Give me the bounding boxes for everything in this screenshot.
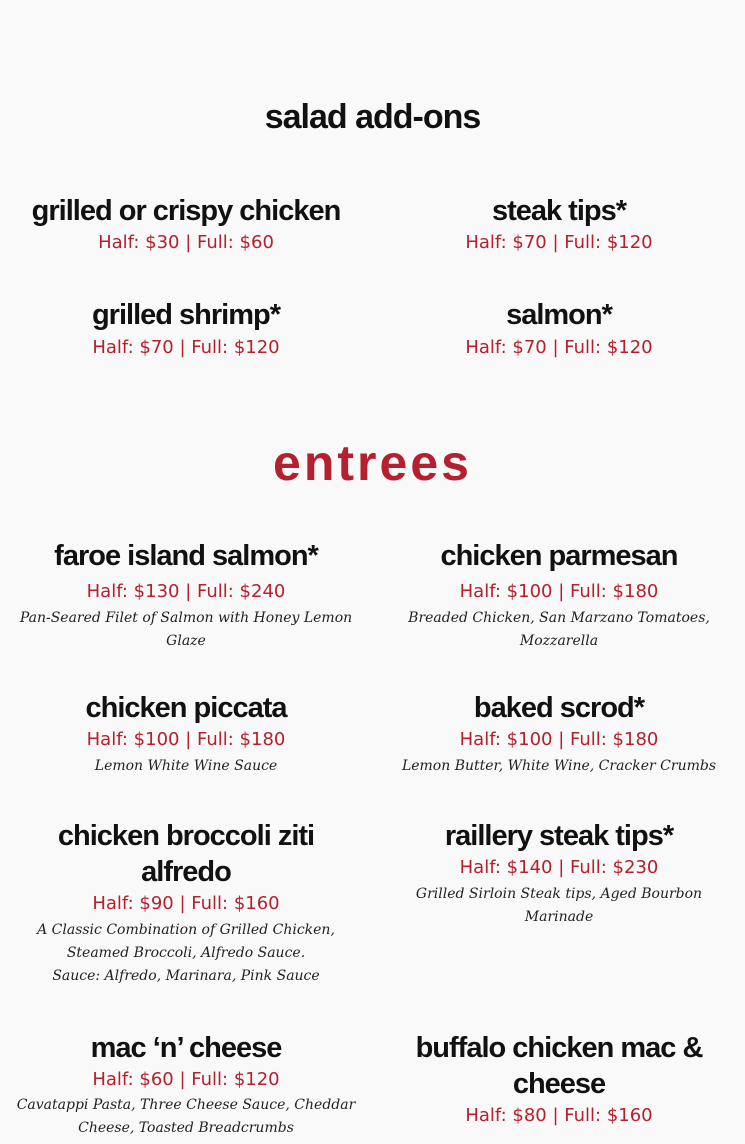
item-price: Half: $70 | Full: $120 xyxy=(465,232,653,253)
item-price: Half: $130 | Full: $240 xyxy=(86,581,286,602)
entree-item-chicken-broccoli-ziti-alfredo xyxy=(16,818,356,988)
item-description: Grilled Sirloin Steak tips, Aged Bourbon Marinade xyxy=(415,886,703,925)
entree-item-faroe-island-salmon xyxy=(16,538,356,653)
addon-item-steak-tips xyxy=(389,193,729,255)
entree-item-buffalo-chicken-mac-and-cheese xyxy=(389,1030,729,1128)
item-price: Half: $30 | Full: $60 xyxy=(98,232,274,253)
addon-item-salmon xyxy=(389,297,729,360)
item-name: mac ‘n’ cheese xyxy=(90,1032,282,1064)
item-name: baked scrod* xyxy=(473,692,645,724)
entree-item-baked-scrod xyxy=(389,690,729,778)
item-sauce-options: Sauce: Alfredo, Marinara, Pink Sauce xyxy=(52,968,320,984)
item-description: Cavatappi Pasta, Three Cheese Sauce, Cheddar Cheese, Toasted Breadcrumbs xyxy=(16,1097,356,1136)
item-price: Half: $100 | Full: $180 xyxy=(459,581,659,602)
item-name: chicken piccata xyxy=(85,692,287,724)
item-price: Half: $70 | Full: $120 xyxy=(465,337,653,358)
entree-item-chicken-piccata xyxy=(16,690,356,778)
item-name: grilled or crispy chicken xyxy=(31,195,341,227)
item-description: Pan-Seared Filet of Salmon with Honey Lemon Glaze xyxy=(19,610,353,649)
entree-item-mac-n-cheese xyxy=(16,1030,356,1140)
item-price: Half: $60 | Full: $120 xyxy=(92,1069,280,1090)
item-name: steak tips* xyxy=(491,195,627,227)
item-name: raillery steak tips* xyxy=(444,820,674,852)
item-price: Half: $80 | Full: $160 xyxy=(465,1105,653,1126)
item-name: faroe island salmon* xyxy=(54,540,318,572)
item-price: Half: $70 | Full: $120 xyxy=(92,337,280,358)
salad-addons-heading: salad add-ons xyxy=(264,98,481,136)
entree-item-chicken-parmesan xyxy=(389,538,729,653)
item-description: Lemon White Wine Sauce xyxy=(94,758,278,774)
item-name: chicken broccoli ziti alfredo xyxy=(57,820,315,888)
item-price: Half: $100 | Full: $180 xyxy=(459,729,659,750)
item-price: Half: $100 | Full: $180 xyxy=(86,729,286,750)
addon-item-grilled-shrimp xyxy=(16,297,356,360)
entrees-heading: entrees xyxy=(273,435,472,491)
item-name: grilled shrimp* xyxy=(91,299,281,331)
item-description: Lemon Butter, White Wine, Cracker Crumbs xyxy=(401,758,717,774)
item-price: Half: $90 | Full: $160 xyxy=(92,893,280,914)
item-description: Breaded Chicken, San Marzano Tomatoes, Mozzarella xyxy=(408,610,710,649)
item-name: buffalo chicken mac & cheese xyxy=(415,1032,703,1100)
entree-item-raillery-steak-tips xyxy=(389,818,729,929)
item-name: chicken parmesan xyxy=(440,540,678,572)
item-name: salmon* xyxy=(506,299,612,331)
addon-item-grilled-or-crispy-chicken xyxy=(16,193,356,255)
item-price: Half: $140 | Full: $230 xyxy=(459,857,659,878)
item-description: A Classic Combination of Grilled Chicken, Steamed Broccoli, Alfredo Sauce. xyxy=(37,922,335,961)
